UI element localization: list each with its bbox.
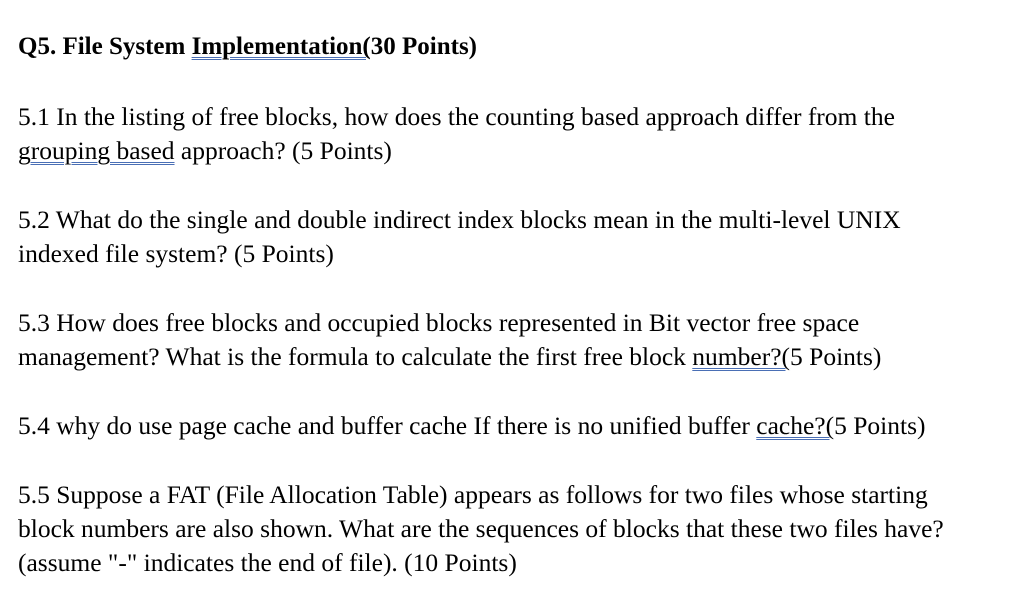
paragraph-line	[18, 203, 901, 237]
paragraph-line	[18, 134, 895, 168]
text-run: block numbers are also shown. What are the sequences of blocks that these two files have?	[18, 514, 944, 543]
paragraph-line	[18, 546, 944, 580]
question-title-points: 30 Points)	[370, 33, 477, 60]
paragraph-line	[18, 237, 901, 271]
subquestion-5-2	[18, 203, 901, 271]
subquestion-5-5	[18, 478, 944, 580]
question-title	[18, 30, 477, 64]
text-run: approach? (5 Points)	[174, 136, 392, 165]
question-title-underlined: Implementation(	[191, 33, 371, 60]
subquestion-5-4	[18, 409, 926, 443]
paragraph-line	[18, 306, 881, 340]
paragraph-line	[18, 512, 944, 546]
text-run: 5.4 why do use page cache and buffer cache If there is no unified buffer	[18, 411, 757, 440]
question-title-pre: Q5. File System	[18, 33, 192, 60]
text-run: 5.3 How does free blocks and occupied blocks represented in Bit vector free space	[18, 308, 860, 337]
paragraph-line	[18, 340, 881, 374]
text-run: management? What is the formula to calculate the first free block	[18, 342, 693, 371]
subquestion-5-1	[18, 100, 895, 168]
text-run: 5 Points)	[834, 411, 926, 440]
spellcheck-underlined-text: cache?(	[756, 411, 835, 440]
text-run: 5.2 What do the single and double indirect index blocks mean in the multi-level UNIX	[18, 205, 901, 234]
text-run: 5.5 Suppose a FAT (File Allocation Table) appears as follows for two files whose starting	[18, 480, 928, 509]
spellcheck-underlined-text: number?(	[692, 342, 791, 371]
text-run: 5.1 In the listing of free blocks, how does the counting based approach differ from the	[18, 102, 895, 131]
subquestion-5-3	[18, 306, 881, 374]
spellcheck-underlined-text: grouping based	[18, 136, 175, 165]
text-run: indexed file system? (5 Points)	[18, 239, 334, 268]
paragraph-line	[18, 478, 944, 512]
paragraph-line	[18, 409, 926, 443]
text-run: (assume "-" indicates the end of file). (10 Points)	[18, 548, 517, 577]
text-run: 5 Points)	[790, 342, 882, 371]
paragraph-line	[18, 100, 895, 134]
